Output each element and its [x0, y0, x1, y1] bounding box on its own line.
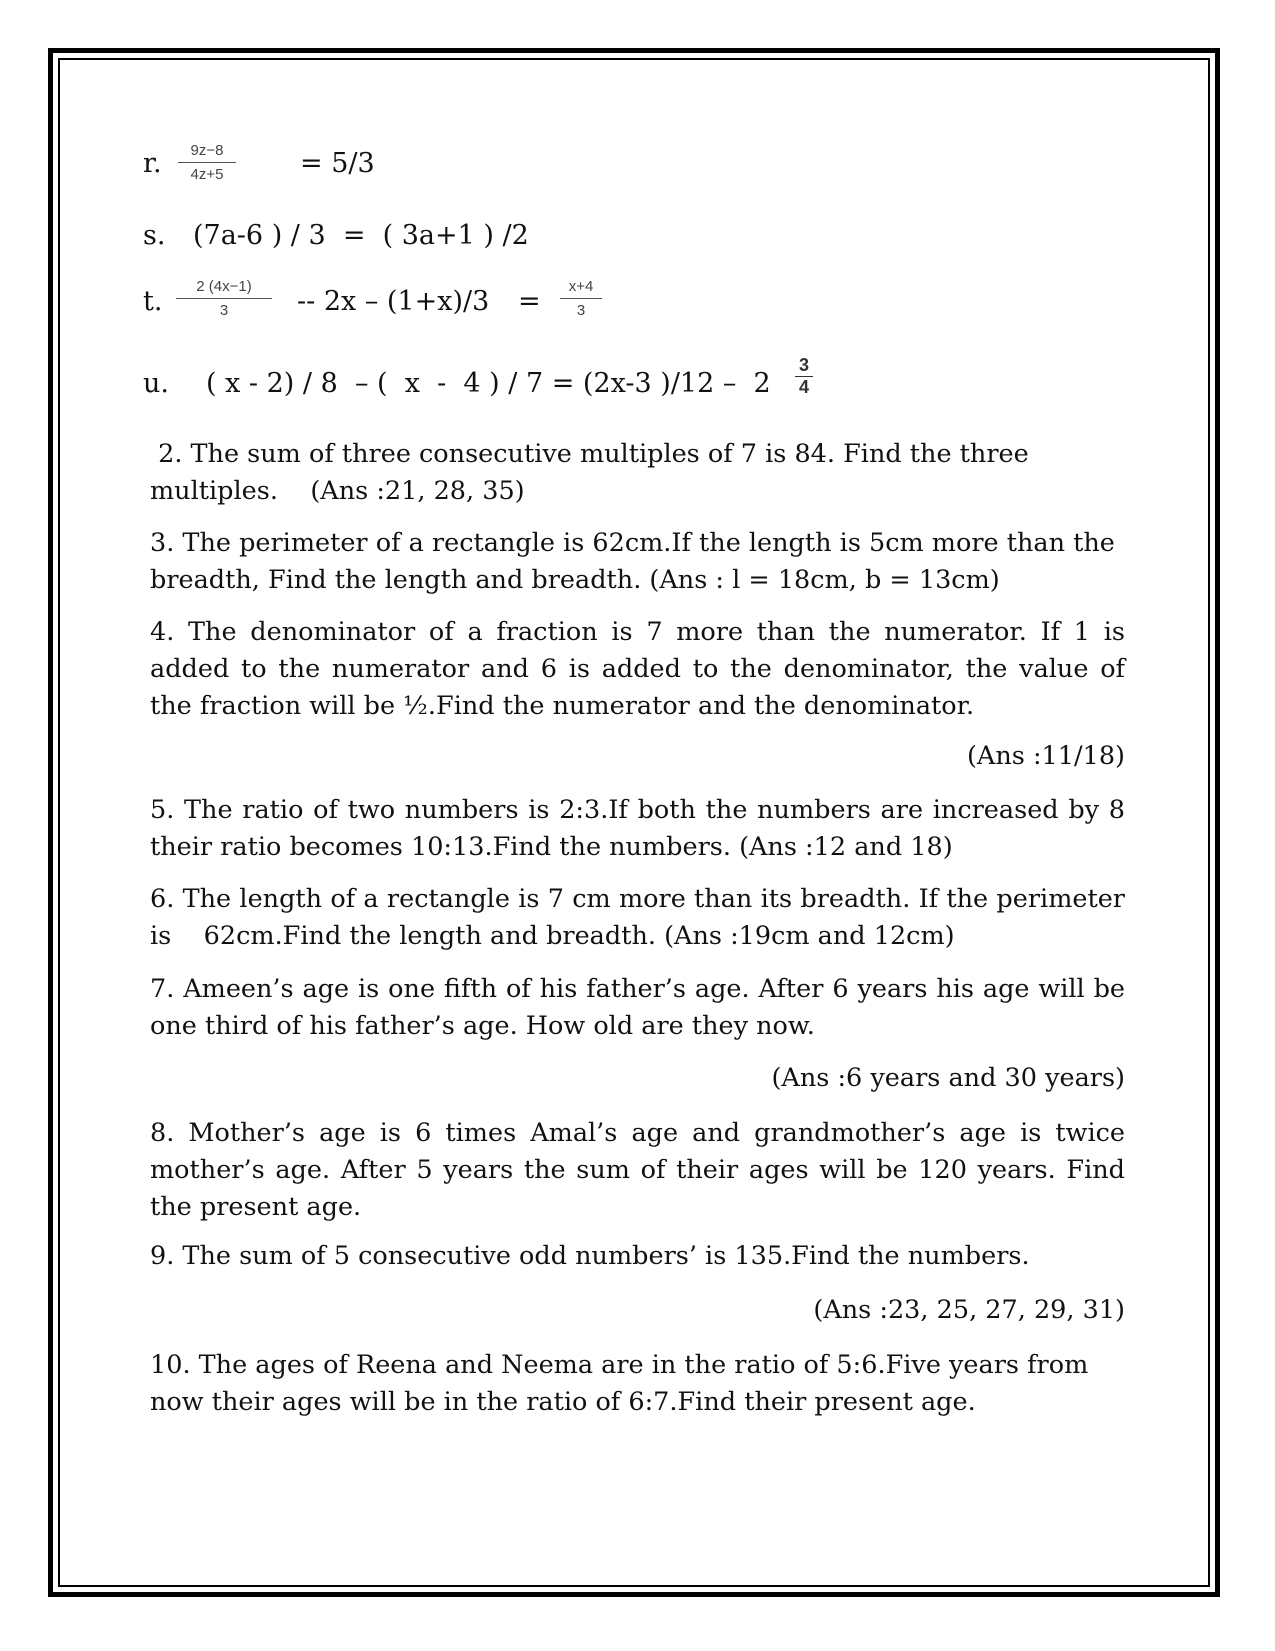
question-7-answer: (Ans :6 years and 30 years) — [771, 1063, 1125, 1093]
equation-t-fraction-right — [560, 278, 602, 319]
equation-t-label: t. — [143, 286, 163, 317]
fraction-numerator: x+4 — [560, 278, 602, 299]
equation-r-rhs: = 5/3 — [300, 148, 375, 179]
question-10: 10. The ages of Reena and Neema are in the ratio of 5:6.Five years from now their ages will be in the ratio of 6:7.Find their present age. — [150, 1350, 1089, 1417]
question-4: 4. The denominator of a fraction is 7 more than the numerator. If 1 is added to the numerator and 6 is added to the denominator, the value of the fraction will be ½.Find the numerator and the denominator. — [150, 617, 1125, 721]
equation-t-equals: = — [518, 286, 541, 317]
equation-s-label: s. — [143, 220, 166, 251]
question-8: 8. Mother’s age is 6 times Amal’s age and grandmother’s age is twice mother’s age. After 5 years the sum of their ages will be 120 years. Find the present age. — [150, 1118, 1125, 1222]
question-9: 9. The sum of 5 consecutive odd numbers’ is 135.Find the numbers. — [150, 1241, 1030, 1271]
question-9-answer: (Ans :23, 25, 27, 29, 31) — [813, 1295, 1125, 1325]
fraction-numerator: 3 — [795, 355, 813, 377]
equation-t-middle: -- 2x – (1+x)/3 — [297, 286, 490, 317]
fraction-numerator: 9z−8 — [178, 142, 236, 163]
equation-r-label: r. — [143, 148, 162, 179]
question-5: 5. The ratio of two numbers is 2:3.If both the numbers are increased by 8 their ratio becomes 10:13.Find the numbers. (Ans :12 and 18) — [150, 795, 1125, 862]
fraction-denominator: 4z+5 — [190, 166, 224, 183]
equation-t-fraction-left — [176, 278, 272, 319]
fraction-numerator: 2 (4x−1) — [176, 278, 272, 299]
fraction-denominator: 3 — [576, 302, 586, 319]
question-3: 3. The perimeter of a rectangle is 62cm.If the length is 5cm more than the breadth, Find the length and breadth. (Ans : l = 18cm, b = 13cm) — [150, 528, 1115, 595]
question-4-answer: (Ans :11/18) — [966, 741, 1125, 771]
equation-u-text: ( x - 2) / 8 – ( x - 4 ) / 7 = (2x-3 )/12 – 2 — [206, 368, 771, 399]
fraction-denominator: 3 — [219, 302, 229, 319]
equation-u-label: u. — [143, 368, 169, 399]
fraction-denominator: 4 — [798, 377, 809, 397]
equation-r-fraction — [178, 142, 236, 183]
question-6: 6. The length of a rectangle is 7 cm more than its breadth. If the perimeter is 62cm.Find the length and breadth. (Ans :19cm and 12cm) — [150, 884, 1134, 951]
equation-u-mixed-fraction — [795, 355, 813, 398]
question-7: 7. Ameen’s age is one fifth of his father’s age. After 6 years his age will be one third of his father’s age. How old are they now. — [150, 974, 1125, 1041]
question-2: 2. The sum of three consecutive multiples of 7 is 84. Find the three multiples. (Ans :21, 28, 35) — [150, 439, 1037, 506]
equation-s-text: (7a-6 ) / 3 = ( 3a+1 ) /2 — [193, 220, 529, 251]
